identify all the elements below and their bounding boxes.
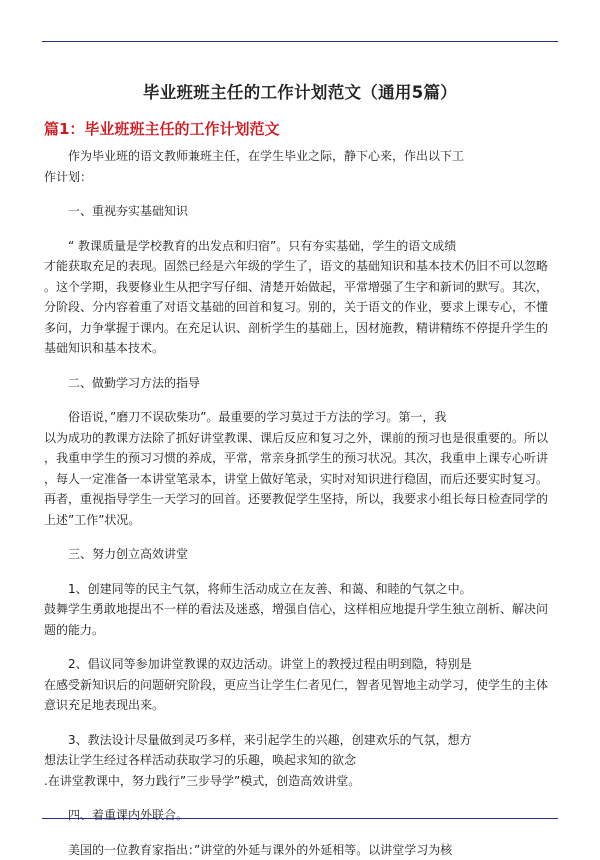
section-subtitle: 篇1：毕业班班主任的工作计划范文 [44,118,279,139]
paragraph-line: 1、创建同等的民主气氛，将师生活动成立在友善、和蔼、和睦的气氛之中。 [44,579,560,600]
paragraph-line: 分阶段、分内容着重了对语文基础的回首和复习。别的，关于语文的作业，要求上课专心，不懂 [44,297,560,318]
paragraph-line: 基础知识和基本技术。 [44,338,560,359]
section-heading-4: 四、着重课内外联合。 [44,805,560,826]
paragraph-line: 多问，力争掌握于课内。在充足认识、剖析学生的基础上，因材施教，精讲精练不停提升学生的 [44,318,560,339]
paragraph-line: 2、倡议同等参加讲堂教课的双边活动。讲堂上的教授过程由明到隐，特别是 [44,654,560,675]
paragraph-line: 再者，重视指导学生一天学习的回首。还要教促学生坚持，所以，我要求小组长每日检查同学的 [44,489,560,510]
paragraph-line: 题的能力。 [44,620,560,641]
top-divider [42,41,558,42]
paragraph-line: 在感受新知识后的问题研究阶段，更应当让学生仁者见仁，智者见智地主动学习，使学生的主体 [44,675,560,696]
document-body [44,146,560,860]
bottom-divider [42,818,558,819]
paragraph-line: ，每人一定准备一本讲堂笔录本，讲堂上做好笔录，实时对知识进行稳固，而后还要实时复习。 [44,469,560,490]
paragraph-line: 俗语说，”磨刀不误砍柴功”。最重要的学习莫过于方法的学习。第一，我 [44,407,560,428]
section-heading-2: 二、做勤学习方法的指导 [44,373,560,394]
paragraph-line: 上述”工作”状况。 [44,510,560,531]
intro-line: 作计划： [44,167,560,188]
paragraph-line: .在讲堂教课中，努力践行”三步导学”模式，创造高效讲堂。 [44,771,560,792]
paragraph-line: 想法让学生经过各样活动获取学习的乐趣，唤起求知的欲念 [44,750,560,771]
paragraph-line: 3、教法设计尽量做到灵巧多样，来引起学生的兴趣，创建欢乐的气氛，想方 [44,730,560,751]
document-title: 毕业班班主任的工作计划范文（通用5篇） [0,79,600,103]
paragraph-line: 鼓舞学生勇敢地提出不一样的看法及迷惑，增强自信心，这样相应地提升学生独立剖析、解决问 [44,599,560,620]
paragraph-line: ，我重申学生的预习习惯的养成，平常，常亲身抓学生的预习状况。其次，我重申上课专心听讲 [44,448,560,469]
section-heading-1: 一、重视夯实基础知识 [44,201,560,222]
intro-line: 作为毕业班的语文教师兼班主任，在学生毕业之际，静下心来，作出以下工 [44,146,560,167]
paragraph-line: 美国的一位教育家指出：”讲堂的外延与课外的外延相等。以讲堂学习为核 [44,840,560,860]
paragraph-line: 意识充足地表现出来。 [44,695,560,716]
paragraph-line: 。这个学期，我要修业生从把字写仔细、清楚开始做起，平常增强了生字和新词的默写。其次， [44,277,560,298]
paragraph-line: 以为成功的教课方法除了抓好讲堂教课、课后反应和复习之外，课前的预习也是很重要的。所以 [44,428,560,449]
paragraph-line: 才能获取充足的表现。固然已经是六年级的学生了，语文的基础知识和基本技术仍旧不可以忽略 [44,256,560,277]
paragraph-line: “ 教课质量是学校教育的出发点和归宿”。只有夯实基础，学生的语文成绩 [44,236,560,257]
section-heading-3: 三、努力创立高效讲堂 [44,544,560,565]
